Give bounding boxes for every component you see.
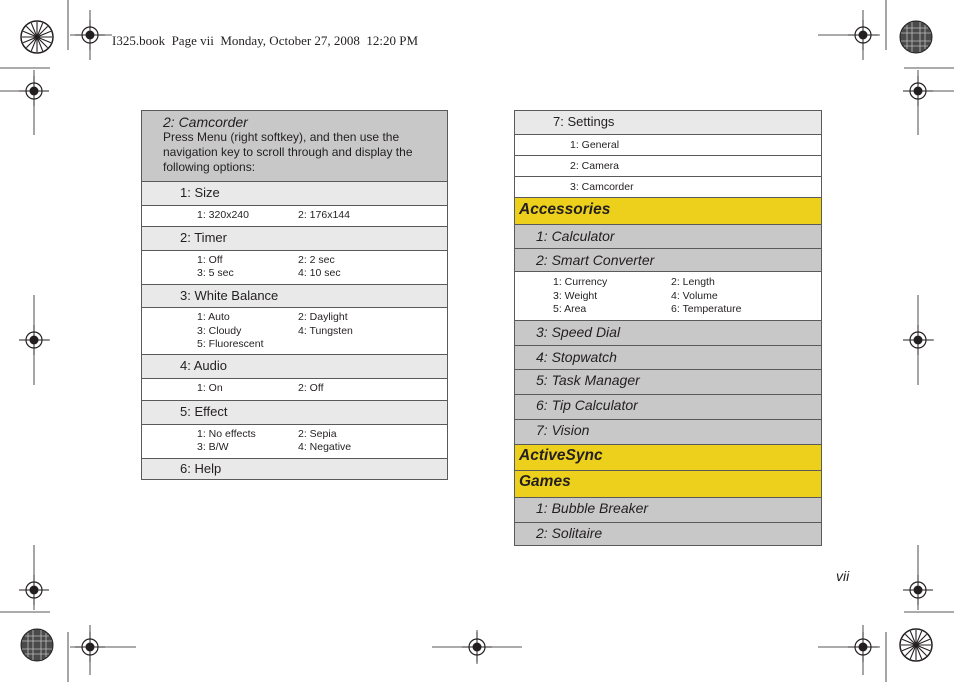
option: 2: 176x144 <box>298 209 350 221</box>
option: 2: Off <box>298 382 324 394</box>
white-balance-options-row <box>142 307 447 354</box>
smart-converter-options-row <box>515 271 821 320</box>
white-balance-label: 3: White Balance <box>180 288 279 303</box>
settings-item: 1: General <box>570 139 620 151</box>
stopwatch-label: 4: Stopwatch <box>536 349 617 365</box>
tools-menu-table <box>514 110 822 546</box>
vision-label: 7: Vision <box>536 422 590 438</box>
option: 4: Negative <box>298 441 352 453</box>
timer-label: 2: Timer <box>180 230 227 245</box>
tip-calculator-row <box>515 394 821 419</box>
bubble-breaker-label: 1: Bubble Breaker <box>536 500 649 516</box>
camcorder-description: Press Menu (right softkey), and then use the navigation key to scroll through and display the following options: <box>163 130 413 174</box>
solitaire-row <box>515 522 821 545</box>
option: 1: 320x240 <box>197 209 249 221</box>
option: 4: 10 sec <box>298 267 341 279</box>
audio-row <box>142 354 447 378</box>
settings-item-row <box>515 155 821 176</box>
tip-calculator-label: 6: Tip Calculator <box>536 397 638 413</box>
camcorder-menu-table <box>141 110 448 480</box>
task-manager-row <box>515 369 821 394</box>
activesync-heading: ActiveSync <box>519 447 603 464</box>
settings-item: 2: Camera <box>570 160 620 172</box>
camcorder-header-row <box>142 111 447 181</box>
option: 6: Temperature <box>671 303 742 315</box>
calculator-label: 1: Calculator <box>536 228 615 244</box>
activesync-category-row <box>515 444 821 470</box>
calculator-row <box>515 224 821 248</box>
smart-converter-row <box>515 248 821 271</box>
games-category-row <box>515 470 821 497</box>
option: 5: Fluorescent <box>197 338 264 350</box>
camcorder-title: 2: Camcorder <box>163 114 248 130</box>
size-options-row <box>142 205 447 226</box>
effect-row <box>142 400 447 424</box>
size-row <box>142 181 447 205</box>
bubble-breaker-row <box>515 497 821 522</box>
vision-row <box>515 419 821 444</box>
option: 3: B/W <box>197 441 229 453</box>
accessories-category-row <box>515 197 821 224</box>
option: 2: Length <box>671 276 715 288</box>
option: 3: 5 sec <box>197 267 234 279</box>
audio-label: 4: Audio <box>180 358 227 373</box>
option: 1: No effects <box>197 428 256 440</box>
option: 4: Volume <box>671 290 718 302</box>
option: 2: Daylight <box>298 311 348 323</box>
option: 4: Tungsten <box>298 325 353 337</box>
games-heading: Games <box>519 473 571 490</box>
option: 1: Auto <box>197 311 230 323</box>
settings-item: 3: Camcorder <box>570 181 634 193</box>
settings-item-row <box>515 134 821 155</box>
white-balance-row <box>142 284 447 307</box>
option: 1: Off <box>197 254 223 266</box>
option: 1: Currency <box>553 276 608 288</box>
option: 3: Weight <box>553 290 598 302</box>
speed-dial-label: 3: Speed Dial <box>536 324 621 340</box>
accessories-heading: Accessories <box>519 201 611 218</box>
timer-row <box>142 226 447 250</box>
task-manager-label: 5: Task Manager <box>536 372 640 388</box>
size-label: 1: Size <box>180 185 220 200</box>
stopwatch-row <box>515 345 821 369</box>
effect-label: 5: Effect <box>180 404 228 419</box>
audio-options-row <box>142 378 447 400</box>
settings-row <box>515 111 821 134</box>
solitaire-label: 2: Solitaire <box>536 525 603 541</box>
timer-options-row <box>142 250 447 284</box>
page-number: vii <box>836 568 850 584</box>
option: 3: Cloudy <box>197 325 242 337</box>
smart-converter-label: 2: Smart Converter <box>536 252 655 268</box>
print-header: I325.book Page vii Monday, October 27, 2008 12:20 PM <box>112 33 419 48</box>
option: 2: 2 sec <box>298 254 335 266</box>
speed-dial-row <box>515 320 821 345</box>
option: 1: On <box>197 382 223 394</box>
option: 5: Area <box>553 303 587 315</box>
help-label: 6: Help <box>180 461 222 476</box>
settings-item-row <box>515 176 821 197</box>
settings-label: 7: Settings <box>553 114 615 129</box>
effect-options-row <box>142 424 447 458</box>
help-row <box>142 458 447 479</box>
option: 2: Sepia <box>298 428 337 440</box>
